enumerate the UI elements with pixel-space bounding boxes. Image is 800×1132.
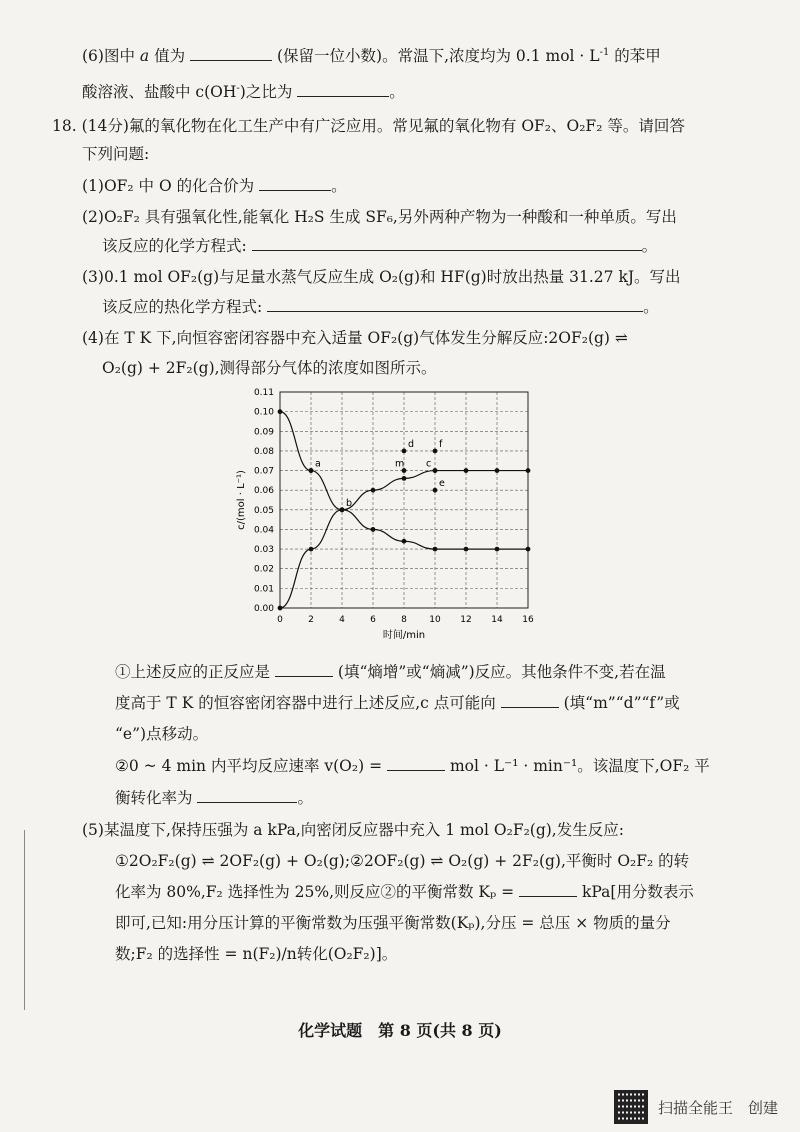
x-tick-label: 16: [522, 615, 534, 625]
text: (1)OF₂ 中 O 的化合价为: [82, 177, 255, 195]
data-point: [402, 539, 407, 544]
q18-p5f: 数;F₂ 的选择性 = n(F₂)/n转化(O₂F₂)]。: [115, 945, 398, 963]
chart-grid: [280, 392, 528, 608]
answer-blank[interactable]: [387, 756, 445, 771]
q18-p5b: ①2O₂F₂(g) ⇌ 2OF₂(g) + O₂(g);②2OF₂(g) ⇌ O₂(g) + 2F₂(g),平衡时 O₂F₂ 的转: [115, 852, 690, 870]
point-label-m: m: [395, 458, 405, 470]
q18-p5e: 即可,已知:用分压计算的平衡常数为压强平衡常数(Kₚ),分压 = 总压 × 物质的量分: [115, 914, 671, 932]
data-point: [278, 606, 283, 611]
scanner-watermark: [614, 1090, 778, 1124]
answer-blank[interactable]: [519, 882, 577, 897]
data-point: [433, 547, 438, 552]
point-label-a: a: [315, 458, 321, 470]
sup: -: [236, 82, 240, 94]
point-label-b: b: [346, 497, 353, 509]
y-tick-label: 0.07: [253, 466, 274, 477]
text: mol · L⁻¹ · min⁻¹。该温度下,OF₂ 平: [449, 757, 710, 775]
question-number: 18.: [52, 117, 77, 135]
q17-6-line2: [82, 80, 405, 102]
point-label-c: c: [426, 458, 432, 470]
x-tick-label: 12: [460, 615, 472, 625]
x-tick-label: 10: [429, 615, 441, 625]
text: kPa[用分数表示: [582, 883, 694, 901]
data-point: [464, 547, 469, 552]
text: 。: [641, 237, 658, 255]
q18-p4b: O₂(g) + 2F₂(g),测得部分气体的浓度如图所示。: [102, 359, 437, 377]
y-tick-label: 0.01: [253, 584, 274, 595]
text: 。: [331, 177, 347, 195]
text: (14分)氟的氧化物在化工生产中有广泛应用。常见氟的氧化物有 OF₂、O₂F₂ 等。请回答: [81, 117, 685, 135]
q18-p3a: (3)0.1 mol OF₂(g)与足量水蒸气反应生成 O₂(g)和 HF(g)时放出热量 31.27 kJ。写出: [82, 268, 681, 286]
q18-p1: [82, 174, 347, 196]
text: 该反应的热化学方程式:: [102, 298, 263, 316]
point-d: [402, 449, 407, 454]
var-a: a: [139, 47, 150, 65]
qr-code-icon: [614, 1090, 648, 1124]
q18-intro2: 下列问题:: [82, 145, 150, 163]
text: (填“熵增”或“熵减”)反应。其他条件不变,若在温: [337, 663, 666, 681]
q17-6-line1: [82, 44, 661, 66]
q18-p2a: (2)O₂F₂ 具有强氧化性,能氧化 H₂S 生成 SF₆,另外两种产物为一种酸和一种单质。写出: [82, 208, 677, 226]
q18-p5c: [115, 880, 694, 902]
text: ②0 ~ 4 min 内平均反应速率 v(O₂) =: [115, 757, 383, 775]
q18-s1e: “e”)点移动。: [115, 725, 209, 743]
text: 值为: [154, 47, 186, 65]
text: 。: [643, 298, 659, 316]
text: )之比为: [239, 83, 293, 101]
q18-p2b: [102, 234, 657, 256]
text: 酸溶液、盐酸中 c(OH: [82, 83, 237, 101]
data-point: [371, 527, 376, 532]
text: (填“m”“d”“f”或: [563, 694, 680, 712]
answer-blank[interactable]: [267, 297, 643, 312]
q18-p4a: (4)在 T K 下,向恒容密闭容器中充入适量 OF₂(g)气体发生分解反应:2OF₂(g) ⇌: [82, 329, 628, 347]
y-tick-label: 0.10: [253, 407, 274, 418]
data-point: [495, 547, 500, 552]
point-c: [433, 468, 438, 473]
answer-blank[interactable]: [297, 82, 389, 97]
text: 该反应的化学方程式:: [102, 237, 247, 255]
text: 。: [297, 789, 313, 807]
data-point: [526, 547, 531, 552]
x-tick-label: 4: [339, 615, 345, 625]
point-f: [433, 449, 438, 454]
text: 。: [389, 83, 405, 101]
x-tick-label: 0: [277, 615, 283, 625]
y-tick-label: 0.00: [253, 604, 274, 614]
data-point: [495, 468, 500, 473]
q18-s2a: [115, 754, 710, 776]
text: 度高于 T K 的恒容密闭容器中进行上述反应,c 点可能向: [115, 694, 496, 712]
y-tick-label: 0.08: [253, 446, 274, 457]
answer-blank[interactable]: [252, 236, 642, 251]
answer-blank[interactable]: [190, 46, 272, 61]
y-tick-label: 0.06: [253, 486, 274, 497]
q18-s1c: [115, 691, 680, 713]
text: 的苯甲: [614, 47, 661, 65]
q18-intro: [52, 114, 685, 136]
answer-blank[interactable]: [259, 176, 331, 191]
chart-points: [309, 439, 445, 512]
point-a: [309, 468, 314, 473]
x-tick-label: 8: [401, 615, 407, 625]
page-footer: 化学试题 第 8 页(共 8 页): [298, 1021, 502, 1040]
data-point: [309, 547, 314, 552]
answer-blank[interactable]: [501, 693, 559, 708]
answer-blank[interactable]: [197, 788, 297, 803]
text: ①上述反应的正反应是: [115, 663, 271, 681]
margin-line: [24, 830, 25, 1010]
data-point: [464, 468, 469, 473]
y-tick-label: 0.02: [253, 564, 274, 575]
point-e: [433, 488, 438, 493]
x-tick-label: 2: [308, 615, 314, 625]
data-point: [402, 476, 407, 481]
sup: -1: [599, 46, 610, 58]
text: (6)图中: [82, 47, 135, 65]
q18-p3b: [102, 295, 659, 317]
point-label-f: f: [439, 438, 443, 450]
text: 衡转化率为: [115, 789, 193, 807]
data-point: [526, 468, 531, 473]
answer-blank[interactable]: [275, 662, 333, 677]
point-b: [340, 507, 345, 512]
concentration-chart: [228, 380, 558, 650]
y-tick-label: 0.04: [253, 525, 274, 536]
y-tick-label: 0.03: [253, 545, 274, 556]
x-tick-label: 14: [491, 615, 503, 625]
data-point: [278, 409, 283, 414]
y-tick-label: 0.09: [253, 427, 274, 438]
text: (保留一位小数)。常温下,浓度均为 0.1 mol · L: [276, 47, 600, 65]
y-tick-label: 0.11: [253, 388, 274, 398]
y-axis-label: c/(mol · L⁻¹): [236, 470, 247, 530]
point-label-d: d: [408, 438, 415, 450]
q18-s1a: [115, 660, 666, 682]
point-label-e: e: [439, 478, 445, 490]
text: 化率为 80%,F₂ 选择性为 25%,则反应②的平衡常数 Kₚ =: [115, 883, 515, 901]
data-point: [371, 488, 376, 493]
x-tick-label: 6: [370, 615, 376, 625]
y-tick-label: 0.05: [253, 505, 274, 516]
chart-axes: [254, 388, 534, 625]
watermark-text: 扫描全能王 创建: [657, 1098, 778, 1117]
q18-s2c: [115, 786, 313, 808]
q18-p5a: (5)某温度下,保持压强为 a kPa,向密闭反应器中充入 1 mol O₂F₂(g),发生反应:: [82, 821, 624, 839]
x-axis-label: 时间/min: [382, 630, 426, 641]
